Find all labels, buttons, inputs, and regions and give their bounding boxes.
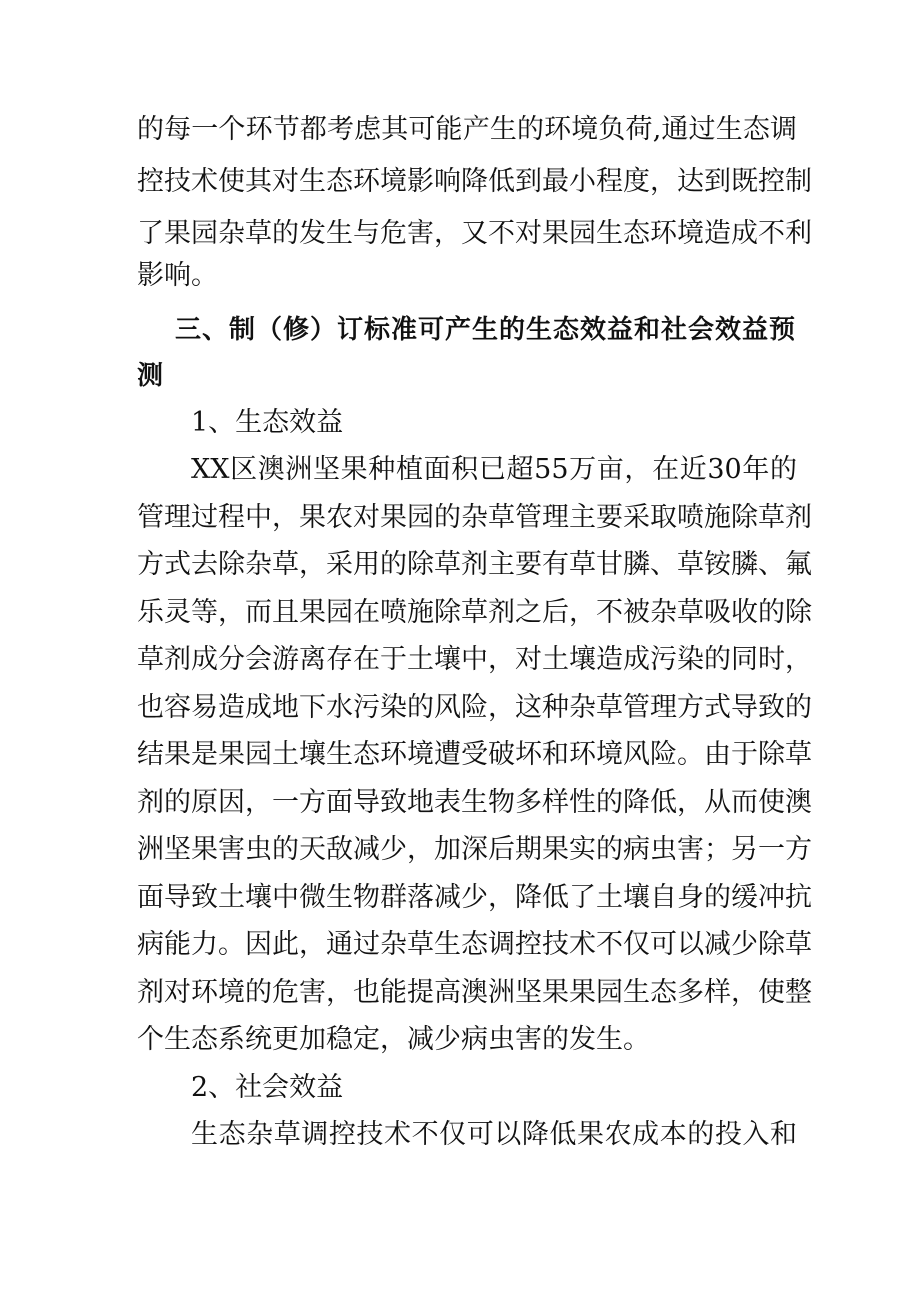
paragraph-line: 结果是果园土壤生态环境遭受破坏和环境风险。由于除草 [137, 739, 812, 770]
section-heading-cont: 测 [137, 361, 164, 391]
paragraph-line: 剂的原因，一方面导致地表生物多样性的降低，从而使澳 [137, 787, 812, 818]
paragraph-line: 个生态系统更加稳定，减少病虫害的发生。 [137, 1024, 650, 1055]
paragraph-line: 草剂成分会游离存在于土壤中，对土壤造成污染的同时， [137, 644, 812, 675]
paragraph-line: 控技术使其对生态环境影响降低到最小程度，达到既控制 [137, 166, 812, 197]
paragraph-line: 生态杂草调控技术不仅可以降低果农成本的投入和 [191, 1119, 797, 1150]
paragraph-line: 了果园杂草的发生与危害，又不对果园生态环境造成不利 [137, 218, 812, 249]
subsection-heading-ecological: 1、生态效益 [191, 407, 344, 438]
paragraph-line: XX区澳洲坚果种植面积已超55万亩，在近30年的 [191, 454, 797, 485]
section-heading: 三、制（修）订标准可产生的生态效益和社会效益预 [175, 315, 795, 345]
paragraph-line: 洲坚果害虫的天敌减少，加深后期果实的病虫害；另一方 [137, 834, 812, 865]
paragraph-line: 病能力。因此，通过杂草生态调控技术不仅可以减少除草 [137, 929, 812, 960]
paragraph-line: 的每一个环节都考虑其可能产生的环境负荷,通过生态调 [137, 114, 797, 145]
paragraph-line: 面导致土壤中微生物群落减少，降低了土壤自身的缓冲抗 [137, 882, 812, 913]
paragraph-line: 影响。 [137, 260, 218, 291]
paragraph-line: 方式去除杂草，采用的除草剂主要有草甘膦、草铵膦、氟 [137, 549, 812, 580]
paragraph-line: 剂对环境的危害，也能提高澳洲坚果果园生态多样，使整 [137, 977, 812, 1008]
paragraph-line: 也容易造成地下水污染的风险，这种杂草管理方式导致的 [137, 692, 812, 723]
paragraph-line: 管理过程中，果农对果园的杂草管理主要采取喷施除草剂 [137, 502, 812, 533]
paragraph-line: 乐灵等，而且果园在喷施除草剂之后，不被杂草吸收的除 [137, 597, 812, 628]
subsection-heading-social: 2、社会效益 [191, 1072, 344, 1103]
